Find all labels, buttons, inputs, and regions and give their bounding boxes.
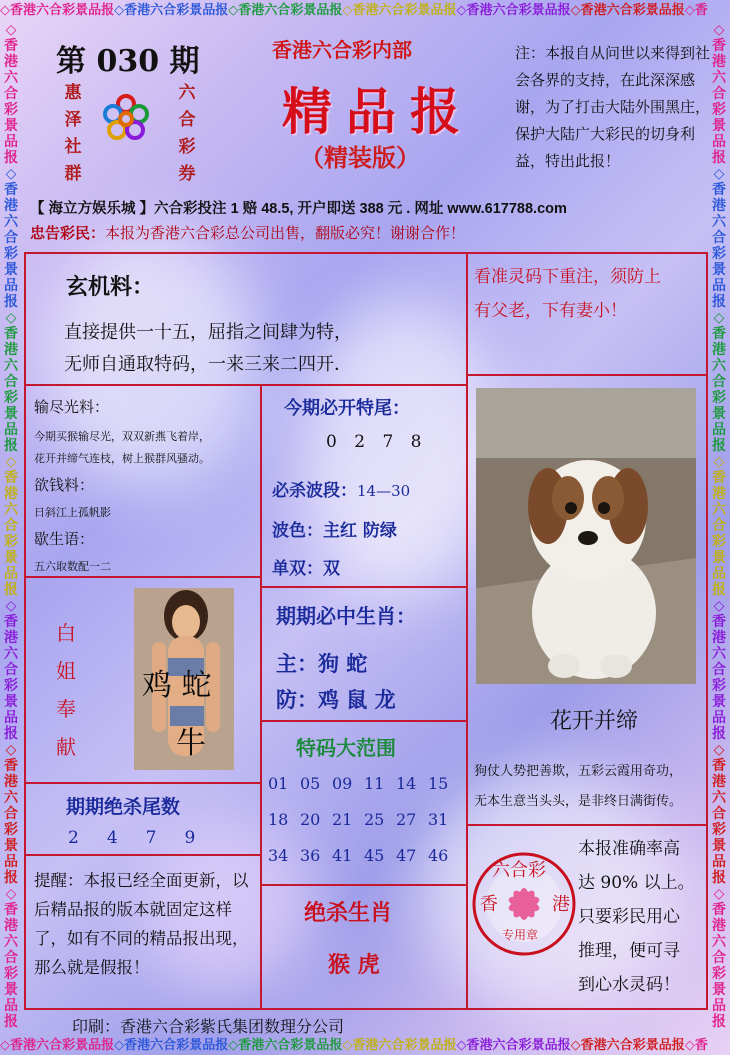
header-note: 注：本报自从问世以来得到社会各界的支持，在此深深感谢，为了打击大陆外围黑庄，保护大陆广大彩民的切身利益，特出此报！ xyxy=(515,44,711,170)
kill-tail-section xyxy=(26,784,262,856)
mystic-title: 玄机料： xyxy=(66,274,155,300)
mystic-section xyxy=(26,254,468,386)
logo-left-column xyxy=(62,80,84,188)
accuracy-line3: 只要彩民用心 xyxy=(578,907,680,927)
wave-color-label: 波色： xyxy=(272,521,323,541)
kill-zodiac-value: 猴 虎 xyxy=(328,952,380,978)
warning-text: 本报为香港六合彩总公司出售，翻版必究！谢谢合作！ xyxy=(105,224,466,242)
lose-all-line2: 花开并缔气连枝，树上猴群风骚动。 xyxy=(34,452,210,465)
rest-title: 歇生语： xyxy=(34,530,95,548)
logo-char: 六 xyxy=(178,83,196,103)
stamp-right: 港 xyxy=(552,894,570,915)
zodiac-main xyxy=(276,648,367,678)
accuracy-line4: 推理，便可寻 xyxy=(578,941,680,961)
lottery-logo-icon xyxy=(100,92,152,144)
zodiac-guard xyxy=(276,684,396,714)
logo-char: 券 xyxy=(178,164,196,184)
special-range-number: 46 xyxy=(428,846,449,865)
special-range-row xyxy=(268,810,460,846)
kill-zodiac-section xyxy=(262,886,468,1008)
reminder-text: 提醒：本报已经全面更新，以后精品报的版本就固定这样了，如有不同的精品报出现，那么就是假报！ xyxy=(34,871,249,977)
special-range-number: 34 xyxy=(268,846,289,865)
dog-poem-line2: 无本生意当头头，是非终日满街传。 xyxy=(474,794,683,809)
special-range-number: 18 xyxy=(268,810,289,829)
odd-even-value: 双 xyxy=(323,559,340,579)
header-edition: （精装版） xyxy=(300,143,420,172)
kill-wave-label: 必杀波段： xyxy=(272,481,357,501)
special-range-number: 14 xyxy=(396,774,417,793)
stamp-left: 香 xyxy=(480,894,498,915)
lose-all-section xyxy=(26,386,262,578)
tail-digits: 0 2 7 8 xyxy=(326,432,428,452)
zodiac-main-value: 狗 蛇 xyxy=(318,651,368,676)
photo-side-char: 白 xyxy=(56,621,76,645)
border-right: ◇ 香 港 六 合 彩 景 品 报 ◇ 香 港 六 合 彩 景 品 报 ◇ 香 港 六 合 彩 景 品 报 ◇ 香 港 六 合 彩 景 品 报 ◇ 香 港 六 合 彩 景 品 报 ◇ 香 港 六 合 彩 景 品 报 ◇ 香 港 六 合 彩 景 品 报 xyxy=(712,22,726,1030)
special-range-number: 15 xyxy=(428,774,449,793)
accuracy-section xyxy=(468,826,706,1008)
photo-section xyxy=(26,578,262,784)
logo-char: 合 xyxy=(178,110,196,130)
special-range-number: 47 xyxy=(396,846,417,865)
special-range-number: 01 xyxy=(268,774,289,793)
photo-overlay1: 鸡 蛇 xyxy=(142,668,212,703)
kill-zodiac-title: 绝杀生肖 xyxy=(304,900,393,926)
issue-number: 第 030 期 xyxy=(56,44,200,79)
odd-even xyxy=(272,554,340,579)
special-range-number: 25 xyxy=(364,810,385,829)
dog-poem-line1: 狗仗人势把善欺，五彩云霞用奇功， xyxy=(474,764,683,779)
kill-tail-title: 期期绝杀尾数 xyxy=(66,796,181,818)
special-range-row xyxy=(268,774,460,810)
logo-char: 泽 xyxy=(64,110,82,130)
border-left: ◇ 香 港 六 合 彩 景 品 报 ◇ 香 港 六 合 彩 景 品 报 ◇ 香 港 六 合 彩 景 品 报 ◇ 香 港 六 合 彩 景 品 报 ◇ 香 港 六 合 彩 景 品 报 ◇ 香 港 六 合 彩 景 品 报 ◇ 香 港 六 合 彩 景 品 报 xyxy=(4,22,18,1030)
top-right-line1: 看准灵码下重注，须防上 xyxy=(474,267,661,287)
money-title: 欲钱料： xyxy=(34,476,95,494)
special-range-number: 31 xyxy=(428,810,449,829)
zodiac-section xyxy=(262,588,468,722)
special-range-title: 特码大范围 xyxy=(296,736,396,760)
lose-all-line1: 今期买猴输尽光，双双新燕飞着岸， xyxy=(34,430,210,443)
zodiac-guard-label: 防： xyxy=(276,687,318,712)
special-range-number: 21 xyxy=(332,810,353,829)
tail-title: 今期必开特尾： xyxy=(284,398,410,419)
photo-side-char: 献 xyxy=(56,735,76,759)
page-title: 精品报 xyxy=(282,82,474,141)
content-grid xyxy=(24,252,708,1010)
logo-right-column xyxy=(176,80,198,188)
reminder-section xyxy=(26,856,262,1008)
kill-tail-digits xyxy=(68,828,195,848)
special-range-number: 27 xyxy=(396,810,417,829)
logo-char: 社 xyxy=(64,137,82,157)
dog-caption: 花开并缔 xyxy=(550,709,639,734)
photo-side-char: 奉 xyxy=(56,697,76,721)
photo-side-text xyxy=(54,614,78,766)
kill-wave xyxy=(272,476,410,501)
kill-tail-digit: 2 xyxy=(68,828,79,848)
ad-banner: 【 海立方娱乐城 】六合彩投注 1 赔 48.5, 开户即送 388 元 . 网址 www.617788.com xyxy=(30,201,567,217)
zodiac-guard-value: 鸡 鼠 龙 xyxy=(318,687,396,712)
warning-line xyxy=(30,222,465,243)
header-subtitle: 香港六合彩内部 xyxy=(272,38,412,62)
kill-tail-digit: 7 xyxy=(145,828,157,848)
wave-color xyxy=(272,516,397,541)
logo-char: 群 xyxy=(64,164,82,184)
top-right-text xyxy=(468,254,706,376)
special-range-number: 20 xyxy=(300,810,321,829)
special-range-rows xyxy=(268,774,460,882)
special-range-number: 45 xyxy=(364,846,385,865)
mystic-line1: 直接提供一十五，屈指之间肆为特， xyxy=(64,322,352,343)
odd-even-label: 单双： xyxy=(272,559,323,579)
stamp-bottom: 专用章 xyxy=(502,928,539,942)
dog-section xyxy=(468,376,706,826)
tail-section xyxy=(262,386,468,588)
photo-side-char: 姐 xyxy=(56,659,76,683)
kill-tail-digit: 9 xyxy=(184,828,196,848)
zodiac-title: 期期必中生肖： xyxy=(276,604,416,628)
accuracy-line2: 达 90% 以上。 xyxy=(578,873,695,893)
stamp-top: 六合彩 xyxy=(492,860,546,881)
special-range-row xyxy=(268,846,460,882)
wave-color-value: 主红 防绿 xyxy=(323,521,397,541)
kill-wave-value: 14—30 xyxy=(357,482,411,500)
puppy-photo xyxy=(476,388,696,684)
special-range-section xyxy=(262,722,468,886)
special-range-number: 09 xyxy=(332,774,353,793)
printer-line: 印刷：香港六合彩紫氏集团数理分公司 xyxy=(72,1017,345,1036)
top-right-line2: 有父老，下有妻小！ xyxy=(474,301,627,321)
zodiac-main-label: 主： xyxy=(276,651,318,676)
accuracy-line5: 到心水灵码！ xyxy=(578,975,680,995)
lose-all-title: 输尽光料： xyxy=(34,398,110,416)
special-range-number: 05 xyxy=(300,774,321,793)
border-top: ◇香港六合彩景品报◇香港六合彩景品报◇香港六合彩景品报◇香港六合彩景品报◇香港六合彩景品报◇香港六合彩景品报◇香 xyxy=(0,3,708,18)
mystic-line2: 无师自通取特码，一来三来二四开． xyxy=(64,354,352,375)
special-range-number: 41 xyxy=(332,846,353,865)
accuracy-line1: 本报准确率高 xyxy=(578,839,680,859)
special-range-number: 36 xyxy=(300,846,321,865)
kill-tail-digit: 4 xyxy=(106,828,118,848)
photo-overlay2: 牛 xyxy=(176,726,206,761)
rest-text: 五六取数配一二 xyxy=(34,560,111,573)
money-text: 日斜江上孤帆影 xyxy=(34,506,111,519)
special-range-number: 11 xyxy=(364,774,385,793)
logo-char: 惠 xyxy=(64,83,82,103)
warning-label: 忠告彩民： xyxy=(30,224,106,242)
logo-char: 彩 xyxy=(178,137,196,157)
border-bottom: ◇香港六合彩景品报◇香港六合彩景品报◇香港六合彩景品报◇香港六合彩景品报◇香港六合彩景品报◇香港六合彩景品报◇香 xyxy=(0,1038,708,1053)
